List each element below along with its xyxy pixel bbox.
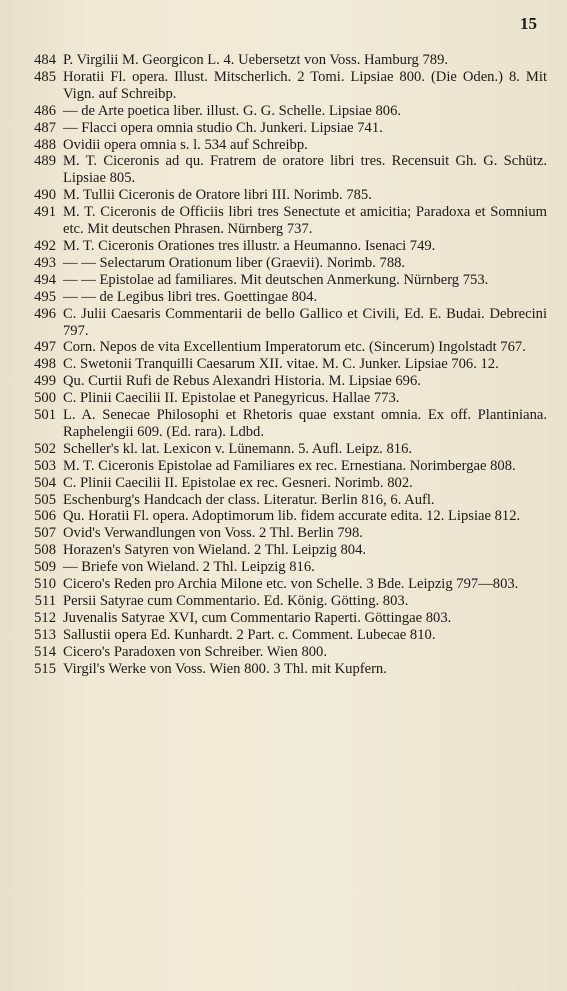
entry-text: M. T. Ciceronis Orationes tres illustr. a Heumanno. Isenaci 749.: [63, 237, 436, 254]
entry-number: 501: [34, 407, 56, 424]
entry-text: Juvenalis Satyrae XVI, cum Commentario Raperti. Göttingae 803.: [63, 609, 452, 626]
entry-number: 500: [34, 390, 56, 407]
catalog-entry: [8, 238, 547, 255]
catalog-entry: [8, 272, 547, 289]
entry-number: 513: [34, 626, 56, 643]
entry-text: L. A. Senecae Philosophi et Rhetoris quae exstant omnia. Ex off. Plantiniana. Raphelengii 609. (Ed. rara). Ldbd.: [63, 407, 547, 440]
entry-text: Virgil's Werke von Voss. Wien 800. 3 Thl. mit Kupfern.: [63, 660, 387, 677]
entry-text: Qu. Horatii Fl. opera. Adoptimorum lib. fidem accurate edita. 12. Lipsiae 812.: [63, 508, 521, 525]
entry-number: 503: [34, 457, 56, 474]
catalog-entry: [8, 103, 547, 120]
entry-number: 504: [34, 474, 56, 491]
entry-number: 491: [34, 204, 56, 221]
catalog-entry: [8, 542, 547, 559]
entry-text: P. Virgilii M. Georgicon L. 4. Uebersetzt von Voss. Hamburg 789.: [63, 52, 449, 68]
entry-number: 507: [34, 525, 56, 542]
entry-number: 515: [34, 660, 56, 677]
entry-number: 494: [34, 271, 56, 288]
entry-text: — — Epistolae ad familiares. Mit deutschen Anmerkung. Nürnberg 753.: [63, 271, 489, 288]
entry-text: C. Swetonii Tranquilli Caesarum XII. vitae. M. C. Junker. Lipsiae 706. 12.: [63, 356, 499, 373]
entry-number: 489: [34, 153, 56, 170]
entry-text: Corn. Nepos de vita Excellentium Imperatorum etc. (Sincerum) Ingolstadt 767.: [63, 339, 526, 356]
catalog-entry: [8, 306, 547, 340]
entry-text: C. Plinii Caecilii II. Epistolae et Panegyricus. Hallae 773.: [63, 390, 400, 407]
entry-text: Ovidii opera omnia s. l. 534 auf Schreibp.: [63, 136, 308, 153]
entry-number: 492: [34, 237, 56, 254]
entry-text: M. Tullii Ciceronis de Oratore libri III. Norimb. 785.: [63, 187, 372, 204]
catalog-entry: [8, 576, 547, 593]
catalog-entry: [8, 407, 547, 441]
entry-number: 485: [34, 68, 56, 85]
entry-text: M. T. Ciceronis Epistolae ad Familiares ex rec. Ernestiana. Norimbergae 808.: [63, 457, 516, 474]
entry-text: M. T. Ciceronis de Officiis libri tres Senectute et amicitia; Paradoxa et Somnium etc. Mit deutschen Phrasen. Nürnberg 737.: [63, 204, 547, 238]
catalog-entry: [8, 492, 547, 509]
catalog-entry: [8, 137, 547, 154]
catalog-entry: [8, 593, 547, 610]
entry-text: — — Selectarum Orationum liber (Graevii). Norimb. 788.: [63, 254, 406, 271]
catalog-entry: [8, 458, 547, 475]
entry-text: M. T. Ciceronis ad qu. Fratrem de oratore libri tres. Recensuit Gh. G. Schütz. Lipsiae 805.: [63, 153, 547, 187]
entry-text: Scheller's kl. lat. Lexicon v. Lünemann. 5. Aufl. Leipz. 816.: [63, 440, 413, 457]
catalog-entry: [8, 644, 547, 661]
entry-number: 484: [34, 52, 56, 68]
entry-number: 511: [34, 593, 56, 609]
entry-text: Eschenburg's Handcach der class. Literatur. Berlin 816, 6. Aufl.: [63, 491, 435, 508]
catalog-entry: [8, 255, 547, 272]
entry-text: Horatii Fl. opera. Illust. Mitscherlich. 2 Tomi. Lipsiae 800. (Die Oden.) 8. Mit Vign. auf Schreibp.: [63, 68, 547, 102]
entry-text: C. Plinii Caecilii II. Epistolae ex rec. Gesneri. Norimb. 802.: [63, 474, 413, 491]
entry-number: 496: [34, 305, 56, 322]
page-number: 15: [520, 14, 537, 33]
catalog-entry: [8, 187, 547, 204]
catalog-entry: [8, 120, 547, 137]
entry-text: Qu. Curtii Rufi de Rebus Alexandri Historia. M. Lipsiae 696.: [63, 373, 421, 390]
catalog-entry: [8, 525, 547, 542]
catalog-entry: [8, 356, 547, 373]
entry-number: 506: [34, 508, 56, 525]
entry-text: — — de Legibus libri tres. Goettingae 804.: [63, 288, 318, 305]
catalog-entry: [8, 441, 547, 458]
entry-number: 487: [34, 119, 56, 136]
entry-number: 488: [34, 136, 56, 153]
catalog-entry: [8, 204, 547, 238]
entry-number: 493: [34, 254, 56, 271]
catalog-entry: [8, 69, 547, 103]
catalog-entry: [8, 373, 547, 390]
entry-number: 502: [34, 440, 56, 457]
catalog-entry: [8, 339, 547, 356]
catalog-entry: [8, 475, 547, 492]
entry-number: 505: [34, 491, 56, 508]
entry-number: 499: [34, 373, 56, 390]
catalog-entry: [8, 52, 547, 69]
entry-number: 486: [34, 102, 56, 119]
entry-number: 514: [34, 643, 56, 660]
catalog-entry: [8, 661, 547, 678]
entry-text: Ovid's Verwandlungen von Voss. 2 Thl. Berlin 798.: [63, 525, 363, 542]
entry-text: Sallustii opera Ed. Kunhardt. 2 Part. c. Comment. Lubecae 810.: [63, 626, 436, 643]
entry-number: 509: [34, 559, 56, 576]
catalog-entry: [8, 390, 547, 407]
entry-text: — Flacci opera omnia studio Ch. Junkeri. Lipsiae 741.: [63, 119, 383, 136]
entry-list: [8, 52, 547, 678]
entry-text: Cicero's Reden pro Archia Milone etc. von Schelle. 3 Bde. Leipzig 797—803.: [63, 576, 519, 593]
entry-number: 498: [34, 356, 56, 373]
catalog-entry: [8, 627, 547, 644]
catalog-entry: [8, 153, 547, 187]
entry-text: Cicero's Paradoxen von Schreiber. Wien 800.: [63, 643, 327, 660]
catalog-entry: [8, 289, 547, 306]
entry-number: 510: [34, 576, 56, 593]
entry-text: — de Arte poetica liber. illust. G. G. Schelle. Lipsiae 806.: [63, 102, 402, 119]
entry-number: 508: [34, 542, 56, 559]
entry-number: 512: [34, 609, 56, 626]
entry-number: 497: [34, 339, 56, 356]
entry-number: 495: [34, 288, 56, 305]
entry-text: C. Julii Caesaris Commentarii de bello Gallico et Civili, Ed. E. Budai. Debrecini 797.: [63, 305, 547, 339]
catalog-entry: [8, 610, 547, 627]
catalog-entry: [8, 508, 547, 525]
entry-text: Horazen's Satyren von Wieland. 2 Thl. Leipzig 804.: [63, 542, 367, 559]
entry-number: 490: [34, 187, 56, 204]
entry-text: Persii Satyrae cum Commentario. Ed. König. Götting. 803.: [63, 593, 409, 609]
entry-text: — Briefe von Wieland. 2 Thl. Leipzig 816.: [63, 559, 315, 576]
catalog-entry: [8, 559, 547, 576]
